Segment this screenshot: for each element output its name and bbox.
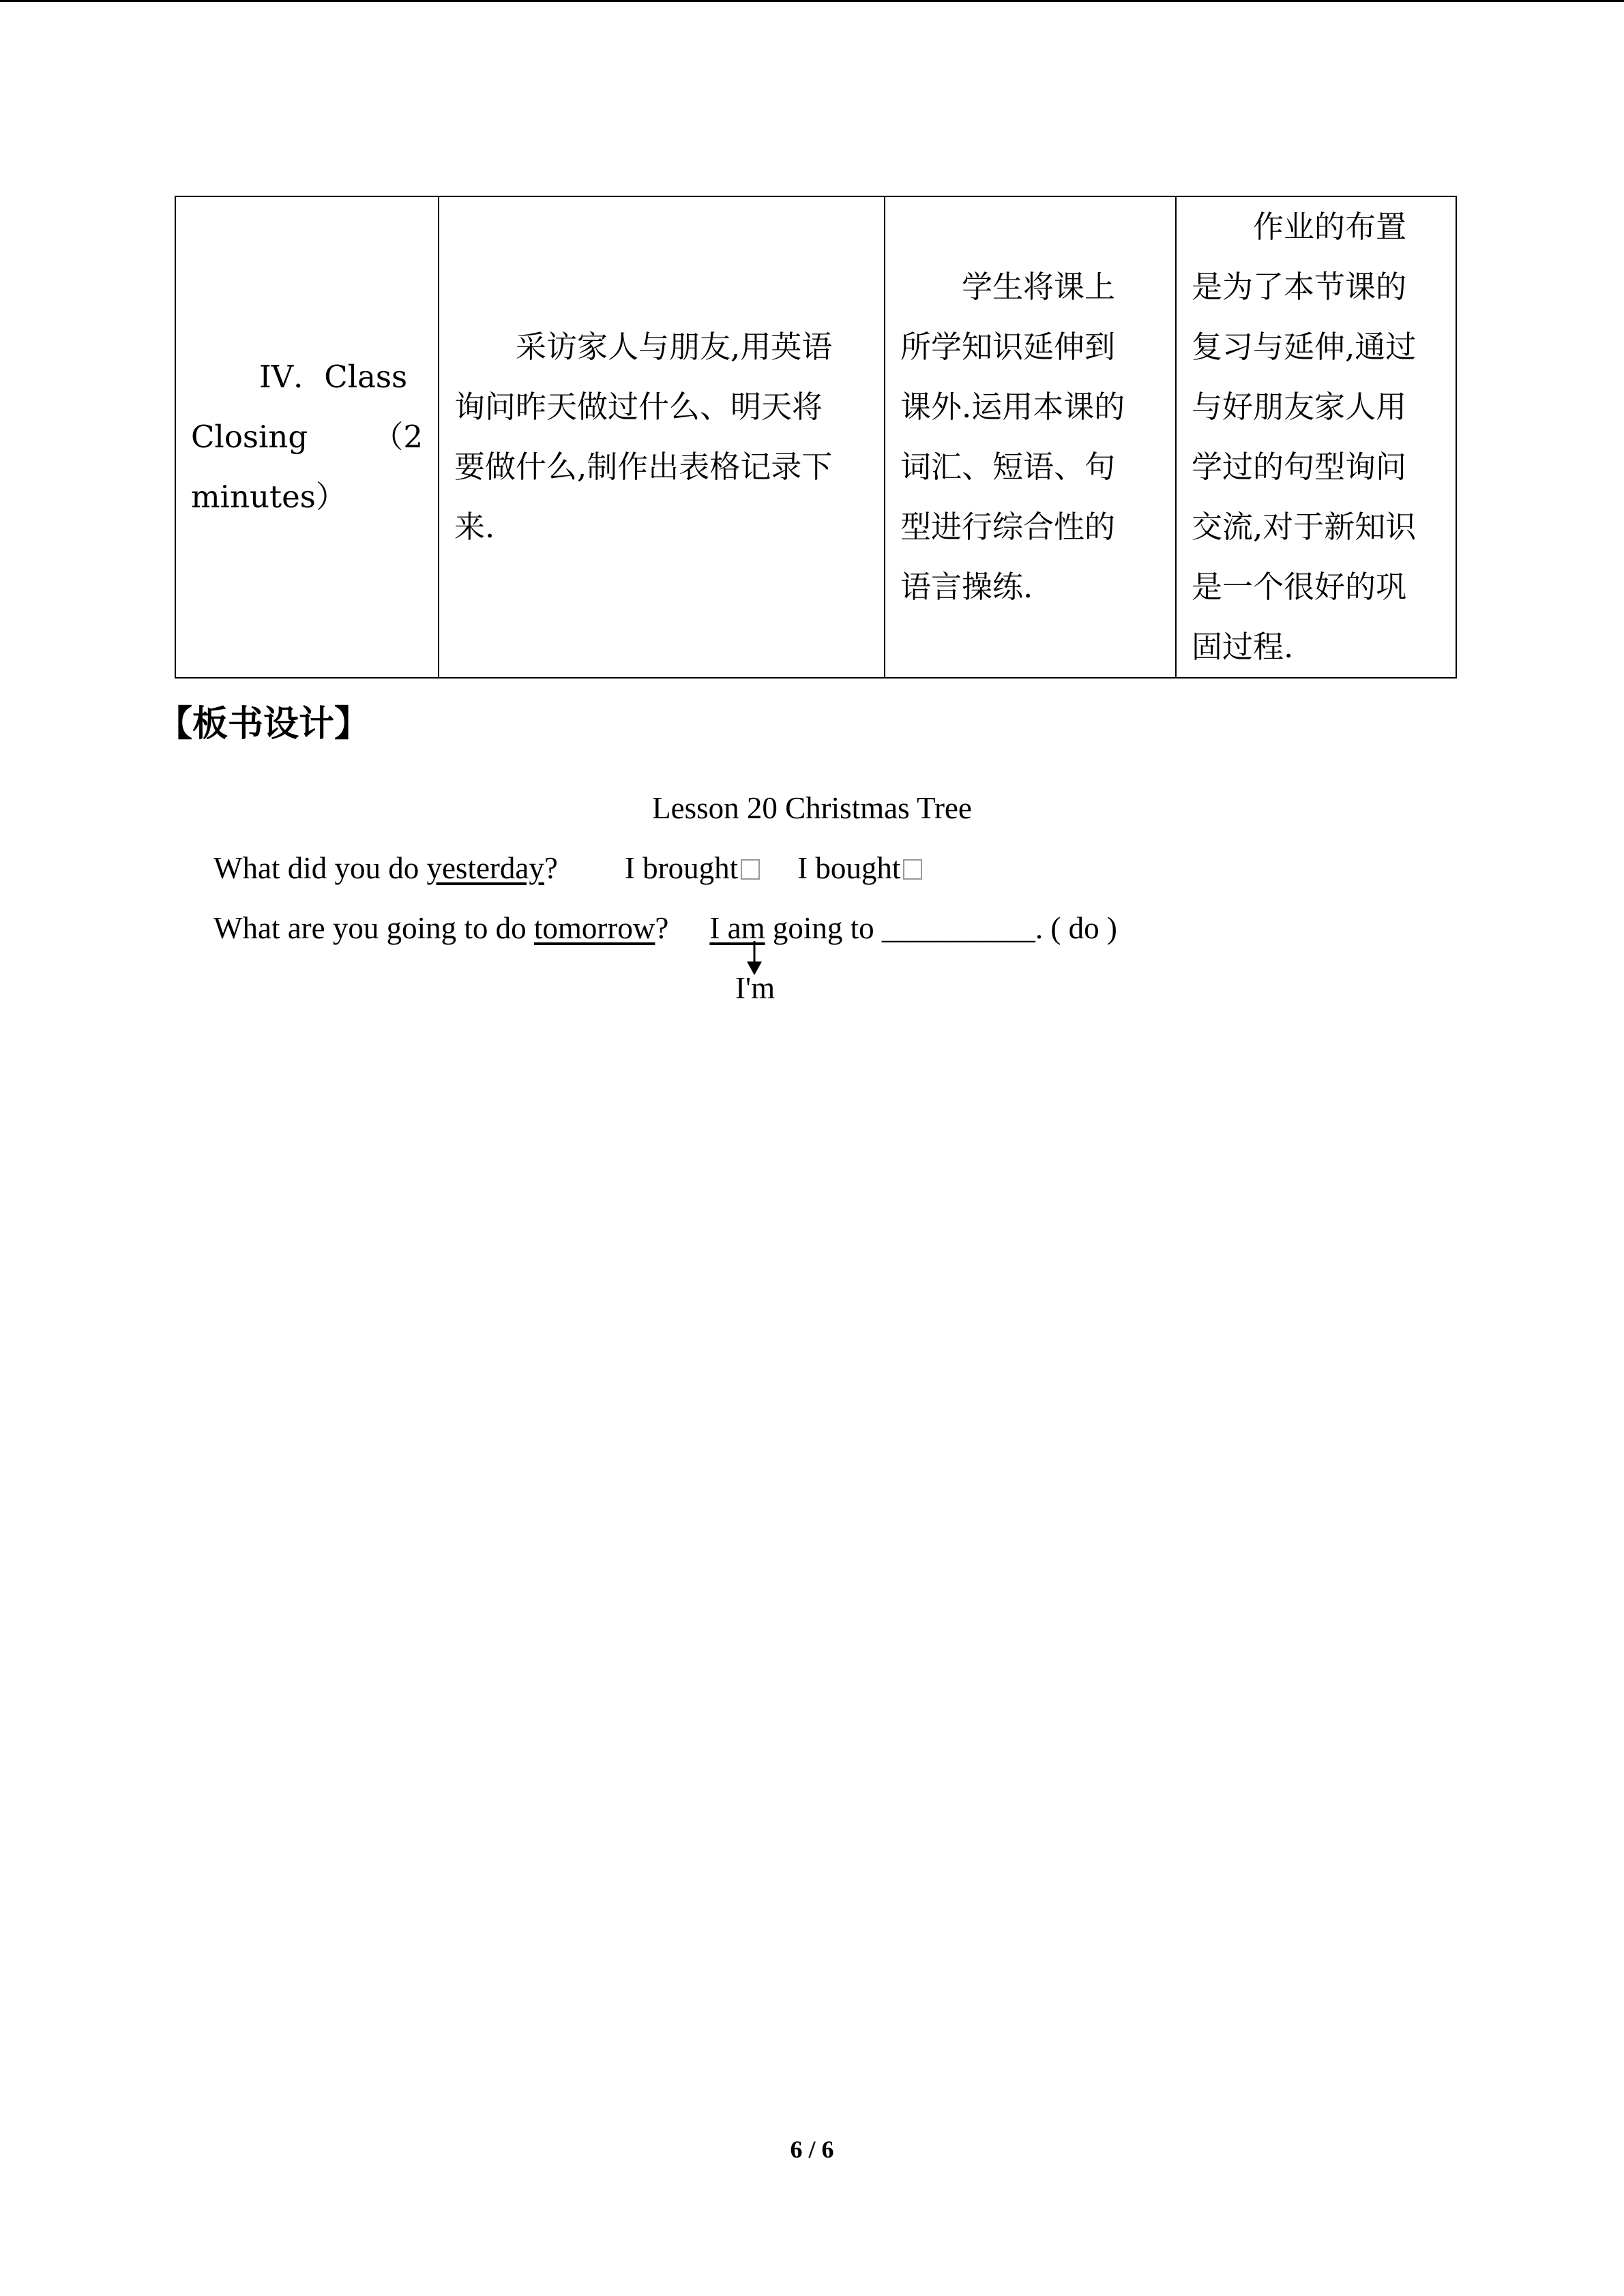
teacher-activity-cell [439, 196, 885, 678]
underlined-word: yesterday [426, 851, 544, 885]
stage-duration: （2 [372, 419, 423, 455]
underlined-word: tomorrow [533, 911, 655, 945]
blank-box-icon [903, 859, 922, 880]
answer-rest: going to __________. ( do ) [765, 911, 1117, 945]
question-suffix: ? [544, 851, 558, 885]
question-prefix: What are you going to do [213, 911, 534, 945]
stage-word: Closing [191, 419, 308, 455]
blank-box-icon [741, 859, 760, 880]
question-prefix: What did you do [213, 851, 427, 885]
top-border-line [0, 0, 1624, 2]
student-activity-cell [885, 196, 1176, 678]
underlined-subject: I am [709, 911, 765, 945]
table-row [175, 196, 1456, 678]
board-line-tomorrow [213, 904, 1117, 952]
design-intent-cell [1176, 196, 1456, 678]
answer-bought: I bought [797, 851, 901, 885]
contraction-text: I'm [735, 971, 776, 1005]
lesson-step-table [175, 196, 1457, 679]
board-title: Lesson 20 Christmas Tree [652, 791, 972, 825]
intent-text: 作业的布置 是为了本节课的 复习与延伸,通过 与好朋友家人用 学过的句型询问 交流,对于新知识 是一个很好的巩 固过程. [1192, 209, 1417, 665]
stage-cell [175, 196, 439, 678]
stage-line [191, 407, 423, 467]
activity-text: 采访家人与朋友,用英语 询问昨天做过什么、明天将 要做什么,制作出表格记录下 来. [454, 329, 833, 545]
stage-line: minutes） [191, 479, 346, 515]
page-number: 6 / 6 [790, 2136, 834, 2163]
stage-line: IV．Class [259, 359, 408, 395]
section-heading: 【板书设计】 [157, 704, 370, 745]
student-text: 学生将课上 所学知识延伸到 课外.运用本课的 词汇、短语、句 型进行综合性的 语言操练. [900, 269, 1125, 605]
question-suffix: ? [655, 911, 669, 945]
board-line-yesterday [213, 844, 922, 892]
answer-brought: I brought [624, 851, 739, 885]
